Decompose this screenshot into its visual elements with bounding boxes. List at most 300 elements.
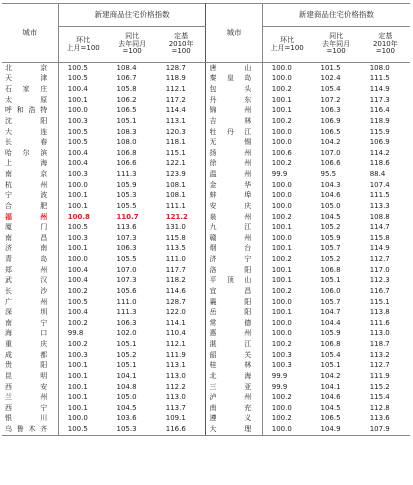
fixed-cell-left: 120.3 [165,127,186,136]
city-cell-right: 桂林 [206,361,262,372]
city-cell-left: 乌鲁木齐 [2,424,58,435]
yoy-cell-left: 108.3 [116,127,137,136]
yoy-cell-right: 104.7 [320,308,341,317]
city-cell-left: 西安 [2,382,58,393]
mom-cell-left: 100.5 [67,127,88,136]
fixed-cell-left: 116.6 [157,424,206,435]
table-row [2,74,410,85]
yoy-cell-right: 104.4 [320,318,341,327]
mom-cell-left: 100.0 [67,180,88,189]
city-cell-right: 襄阳 [206,297,262,308]
city-cell-right: 烟台 [206,244,262,255]
yoy-cell-right: 105.0 [320,201,341,210]
fixed-cell-right: 111.6 [369,318,390,327]
group-header-left: 新建商品住宅价格指数 [58,4,206,27]
table-row [2,254,410,265]
fixed-cell-right: 114.2 [369,148,390,157]
yoy-header-left: 同比 去年同月 =100 [108,27,157,63]
table-row [2,318,410,329]
fixed-cell-left: 114.1 [165,318,186,327]
yoy-cell-left: 105.1 [116,340,137,349]
yoy-cell-left: 105.3 [116,191,137,200]
mom-cell-left: 100.1 [67,393,88,402]
table-row [2,148,410,159]
table-row [2,63,410,74]
mom-cell-right: 100.0 [271,63,292,72]
mom-cell-left: 100.4 [67,159,88,168]
yoy-cell-left: 105.9 [116,180,137,189]
price-index-table-container [2,3,410,436]
city-cell-right: 锦州 [206,106,262,117]
fixed-cell-right: 114.9 [369,85,390,94]
yoy-cell-right: 106.9 [320,116,341,125]
yoy-cell-left: 104.1 [116,371,137,380]
fixed-cell-right: 113.6 [369,414,390,423]
city-cell-right: 济宁 [206,254,262,265]
fixed-cell-left: 114.6 [165,286,186,295]
table-row [2,212,410,223]
yoy-cell-right: 105.4 [320,350,341,359]
table-body [2,63,410,436]
city-cell-left: 宁波 [2,191,58,202]
mom-cell-left: 100.5 [58,424,107,435]
fixed-cell-right: 108.8 [369,212,390,221]
mom-cell-left: 100.0 [67,414,88,423]
yoy-cell-left: 105.8 [116,85,137,94]
table-row [2,84,410,95]
city-cell-left: 西宁 [2,403,58,414]
fixed-cell-left: 110.4 [165,329,186,338]
yoy-cell-right: 105.7 [320,297,341,306]
yoy-cell-left: 104.8 [116,382,137,391]
city-cell-left: 武汉 [2,276,58,287]
city-cell-right: 洛阳 [206,265,262,276]
mom-cell-right: 100.0 [271,191,292,200]
fixed-cell-right: 112.3 [369,276,390,285]
mom-cell-right: 100.2 [271,212,292,221]
mom-cell-right: 100.2 [271,159,292,168]
mom-cell-right: 100.2 [271,340,292,349]
city-cell-left: 太原 [2,95,58,106]
fixed-cell-right: 115.9 [369,127,390,136]
mom-cell-left: 100.4 [67,265,88,274]
yoy-cell-left: 110.7 [116,212,139,221]
mom-cell-left: 100.1 [67,403,88,412]
mom-cell-left: 100.8 [67,212,90,221]
table-row [2,116,410,127]
mom-cell-left: 100.1 [67,191,88,200]
yoy-cell-left: 105.5 [116,201,137,210]
fixed-cell-right: 108.0 [369,63,390,72]
mom-cell-left: 100.2 [67,340,88,349]
yoy-cell-left: 104.5 [116,403,137,412]
city-cell-left: 昆明 [2,371,58,382]
fixed-cell-left: 114.4 [165,106,186,115]
yoy-cell-left: 105.3 [108,424,157,435]
table-row [2,339,410,350]
city-cell-right: 常德 [206,318,262,329]
city-cell-left: 郑州 [2,265,58,276]
mom-cell-left: 99.8 [67,329,84,338]
city-cell-left: 银川 [2,414,58,425]
yoy-cell-left: 106.5 [116,106,137,115]
table-row [2,403,410,414]
mom-cell-right: 100.0 [271,180,292,189]
table-row [2,244,410,255]
yoy-cell-left: 107.0 [116,265,137,274]
city-cell-left: 天津 [2,74,58,85]
table-row [2,265,410,276]
yoy-cell-right: 104.1 [320,382,341,391]
table-row [2,127,410,138]
mom-cell-right: 100.0 [271,329,292,338]
table-row [2,191,410,202]
table-row [2,286,410,297]
fixed-header-left: 定基 2010年 =100 [157,27,206,63]
table-row [2,95,410,106]
mom-cell-right: 100.1 [271,106,292,115]
yoy-cell-right: 104.6 [320,191,341,200]
mom-header-right: 环比 上月=100 [262,27,311,63]
city-cell-left: 石家庄 [2,84,58,95]
city-cell-right: 惠州 [206,329,262,340]
fixed-cell-right: 107.9 [361,424,410,435]
mom-cell-right: 100.0 [271,201,292,210]
yoy-cell-left: 106.6 [116,159,137,168]
yoy-cell-right: 106.5 [320,127,341,136]
mom-cell-left: 100.3 [67,233,88,242]
city-cell-left: 重庆 [2,339,58,350]
yoy-cell-left: 106.7 [116,74,137,83]
table-row [2,169,410,180]
fixed-cell-right: 114.9 [369,244,390,253]
yoy-cell-left: 102.0 [116,329,137,338]
fixed-cell-left: 118.1 [165,138,186,147]
city-cell-left: 长春 [2,137,58,148]
mom-cell-right: 100.0 [271,74,292,83]
table-row [2,392,410,403]
fixed-cell-left: 123.9 [165,170,186,179]
mom-cell-right: 99.9 [271,371,288,380]
fixed-cell-right: 113.3 [369,201,390,210]
fixed-cell-left: 112.1 [165,340,186,349]
fixed-cell-left: 115.1 [165,148,186,157]
fixed-cell-left: 109.1 [165,414,186,423]
fixed-cell-right: 106.9 [369,138,390,147]
yoy-cell-left: 105.1 [116,116,137,125]
city-cell-right: 扬州 [206,148,262,159]
fixed-cell-right: 107.4 [369,180,390,189]
fixed-cell-left: 115.8 [165,233,186,242]
yoy-cell-left: 106.8 [116,148,137,157]
yoy-cell-left: 113.6 [116,223,137,232]
yoy-cell-left: 105.6 [116,286,137,295]
mom-cell-left: 100.3 [67,170,88,179]
yoy-cell-left: 105.0 [116,393,137,402]
fixed-cell-left: 108.1 [165,191,186,200]
mom-cell-right: 100.2 [271,255,292,264]
city-cell-left: 合肥 [2,201,58,212]
city-cell-right: 赣州 [206,233,262,244]
yoy-cell-right: 106.8 [320,340,341,349]
city-cell-right: 包头 [206,84,262,95]
fixed-cell-right: 116.4 [369,106,390,115]
yoy-cell-left: 111.3 [116,170,137,179]
table-row [2,424,410,435]
city-cell-left: 贵阳 [2,361,58,372]
table-row [2,233,410,244]
fixed-cell-right: 116.7 [369,286,390,295]
fixed-cell-right: 115.4 [369,393,390,402]
city-cell-left: 青岛 [2,254,58,265]
yoy-cell-right: 104.3 [320,180,341,189]
mom-cell-right: 100.1 [271,244,292,253]
city-cell-left: 深圳 [2,307,58,318]
fixed-cell-right: 112.8 [369,403,390,412]
fixed-cell-left: 122.0 [165,308,186,317]
mom-cell-left: 100.1 [67,95,88,104]
city-cell-left: 北京 [2,63,58,74]
mom-cell-right: 100.0 [271,127,292,136]
city-cell-right: 金华 [206,180,262,191]
mom-cell-left: 100.5 [67,74,88,83]
yoy-cell-right: 106.8 [320,265,341,274]
fixed-cell-right: 115.8 [369,233,390,242]
yoy-cell-left: 106.3 [116,244,137,253]
mom-cell-left: 100.1 [67,371,88,380]
city-cell-right: 泉州 [206,212,262,223]
yoy-cell-right: 105.2 [320,223,341,232]
mom-cell-right: 99.9 [271,382,288,391]
mom-cell-left: 100.1 [67,382,88,391]
city-cell-right: 宜昌 [206,286,262,297]
yoy-cell-right: 104.5 [320,212,341,221]
mom-cell-right: 99.9 [271,170,288,179]
yoy-cell-right: 104.2 [320,138,341,147]
city-cell-right: 南充 [206,403,262,414]
fixed-header-right: 定基 2010年 =100 [361,27,410,63]
mom-cell-left: 100.1 [67,361,88,370]
yoy-cell-left: 107.3 [116,233,137,242]
city-cell-left: 广州 [2,297,58,308]
yoy-cell-right: 101.5 [320,63,341,72]
fixed-cell-left: 111.1 [165,201,186,210]
mom-cell-left: 100.4 [67,308,88,317]
yoy-cell-left: 111.3 [116,308,137,317]
mom-cell-left: 100.0 [67,106,88,115]
yoy-cell-right: 105.9 [320,329,341,338]
table-row [2,350,410,361]
mom-cell-left: 100.3 [67,350,88,359]
mom-cell-right: 100.2 [271,286,292,295]
mom-cell-right: 100.6 [271,148,292,157]
fixed-cell-right: 111.5 [369,74,390,83]
city-cell-left: 海口 [2,329,58,340]
city-cell-left: 沈阳 [2,116,58,127]
mom-cell-left: 100.2 [67,286,88,295]
fixed-cell-right: 113.2 [369,350,390,359]
yoy-cell-right: 105.4 [320,85,341,94]
table-row [2,276,410,287]
yoy-cell-right: 105.9 [320,233,341,242]
city-cell-right: 韶关 [206,350,262,361]
fixed-cell-right: 113.0 [369,329,390,338]
mom-cell-right: 100.1 [271,265,292,274]
fixed-cell-left: 122.1 [165,159,186,168]
fixed-cell-left: 113.1 [165,116,186,125]
fixed-cell-right: 111.9 [369,371,390,380]
yoy-cell-left: 108.0 [116,138,137,147]
table-header [2,4,410,63]
table-row [2,382,410,393]
city-cell-right: 徐州 [206,159,262,170]
mom-header-left: 环比 上月=100 [58,27,107,63]
yoy-cell-left: 108.4 [116,63,137,72]
fixed-cell-left: 113.5 [165,244,186,253]
mom-cell-right: 100.0 [271,233,292,242]
fixed-cell-left: 111.0 [165,255,186,264]
mom-cell-right: 100.0 [271,297,292,306]
mom-cell-left: 100.5 [67,138,88,147]
city-cell-left: 上海 [2,159,58,170]
city-cell-left: 南昌 [2,233,58,244]
city-cell-left: 呼和浩特 [2,106,58,117]
yoy-cell-right: 107.2 [320,95,341,104]
fixed-cell-left: 113.0 [165,371,186,380]
yoy-cell-right: 105.1 [320,276,341,285]
yoy-cell-left: 106.2 [116,95,137,104]
fixed-cell-left: 108.1 [165,180,186,189]
fixed-cell-left: 112.2 [165,382,186,391]
price-index-table [2,3,410,436]
mom-cell-left: 100.5 [67,63,88,72]
fixed-cell-right: 117.0 [369,265,390,274]
fixed-cell-right: 114.7 [369,223,390,232]
fixed-cell-left: 117.2 [165,95,186,104]
table-row [2,329,410,340]
yoy-cell-left: 105.5 [116,255,137,264]
city-cell-left: 哈尔滨 [2,148,58,159]
fixed-cell-left: 117.7 [165,265,186,274]
table-row [2,222,410,233]
mom-cell-right: 100.1 [271,308,292,317]
mom-cell-left: 100.5 [67,223,88,232]
mom-cell-right: 100.3 [271,361,292,370]
city-cell-right: 温州 [206,169,262,180]
fixed-cell-left: 112.1 [165,85,186,94]
yoy-cell-right: 105.1 [320,361,341,370]
city-cell-right: 牡丹江 [206,127,262,138]
mom-cell-right: 100.1 [271,223,292,232]
mom-cell-right: 100.2 [271,393,292,402]
yoy-cell-right: 104.9 [311,424,360,435]
fixed-cell-right: 112.7 [369,361,390,370]
mom-cell-left: 100.5 [67,297,88,306]
fixed-cell-left: 128.7 [165,63,186,72]
city-cell-right: 大理 [206,424,262,435]
yoy-cell-right: 102.4 [320,74,341,83]
city-cell-right: 唐山 [206,63,262,74]
fixed-cell-left: 111.9 [165,350,186,359]
fixed-cell-right: 111.5 [369,191,390,200]
yoy-cell-left: 107.3 [116,276,137,285]
city-cell-left: 厦门 [2,222,58,233]
mom-cell-right: 100.2 [271,116,292,125]
yoy-cell-right: 106.6 [320,159,341,168]
mom-cell-right: 100.3 [271,350,292,359]
city-cell-right: 蚌埠 [206,191,262,202]
fixed-cell-right: 118.7 [369,340,390,349]
yoy-cell-left: 111.0 [116,297,137,306]
city-cell-right: 三亚 [206,382,262,393]
city-cell-left: 长沙 [2,286,58,297]
city-cell-right: 秦皇岛 [206,74,262,85]
city-cell-left: 福州 [2,212,58,223]
city-cell-right: 无锡 [206,137,262,148]
yoy-cell-right: 106.5 [320,414,341,423]
city-cell-left: 南京 [2,169,58,180]
yoy-cell-right: 95.5 [320,170,337,179]
fixed-cell-left: 121.2 [165,212,188,221]
table-row [2,361,410,372]
table-row [2,414,410,425]
city-cell-left: 济南 [2,244,58,255]
city-cell-right: 北海 [206,371,262,382]
mom-cell-left: 100.3 [67,116,88,125]
table-row [2,307,410,318]
mom-cell-left: 100.1 [67,201,88,210]
yoy-cell-left: 105.2 [116,350,137,359]
city-cell-left: 南宁 [2,318,58,329]
mom-cell-right: 100.1 [271,95,292,104]
city-cell-right: 泸州 [206,392,262,403]
table-row [2,371,410,382]
yoy-cell-right: 104.2 [320,371,341,380]
mom-cell-right: 100.0 [262,424,311,435]
mom-cell-right: 100.1 [271,276,292,285]
fixed-cell-right: 112.7 [369,255,390,264]
city-cell-right: 遵义 [206,414,262,425]
city-cell-right: 吉林 [206,116,262,127]
mom-cell-left: 100.2 [67,318,88,327]
yoy-cell-right: 105.7 [320,244,341,253]
yoy-cell-left: 105.1 [116,361,137,370]
city-cell-left: 杭州 [2,180,58,191]
fixed-cell-left: 131.0 [165,223,186,232]
fixed-cell-right: 117.3 [369,95,390,104]
mom-cell-right: 100.0 [271,138,292,147]
yoy-cell-right: 105.2 [320,255,341,264]
fixed-cell-left: 113.1 [165,361,186,370]
mom-cell-left: 100.1 [67,244,88,253]
city-cell-right: 九江 [206,222,262,233]
yoy-cell-right: 106.3 [320,106,341,115]
city-cell-left: 兰州 [2,392,58,403]
table-row [2,106,410,117]
table-row [2,201,410,212]
fixed-cell-right: 115.1 [369,297,390,306]
mom-cell-left: 100.4 [67,148,88,157]
city-cell-right: 岳阳 [206,307,262,318]
fixed-cell-right: 113.8 [369,308,390,317]
mom-cell-right: 100.0 [271,403,292,412]
yoy-cell-right: 104.6 [320,393,341,402]
mom-cell-right: 100.2 [271,85,292,94]
city-header-left: 城市 [2,4,58,63]
fixed-cell-left: 118.2 [165,276,186,285]
yoy-cell-left: 103.6 [116,414,137,423]
fixed-cell-right: 118.9 [369,116,390,125]
